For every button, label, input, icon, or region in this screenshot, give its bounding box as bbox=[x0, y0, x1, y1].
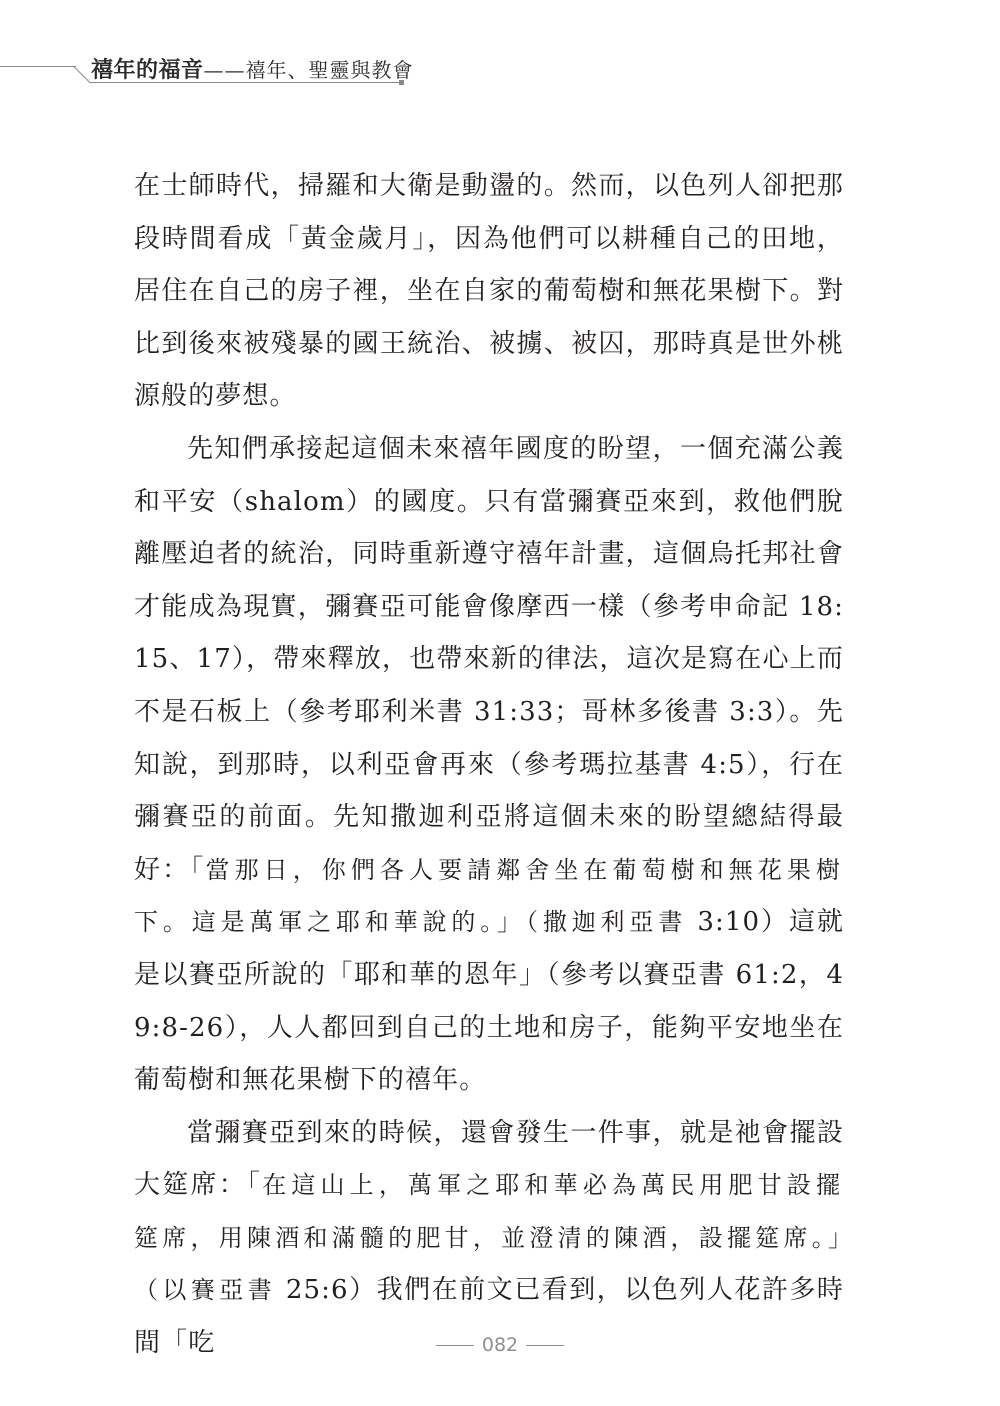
page-body bbox=[134, 160, 844, 1370]
paragraph-text: 3:10）這就是以賽亞所說的「耶和華的恩年」（參考以賽亞書 61:2，49:8-26），人人都回到自己的土地和房子，能夠平安地坐在葡萄樹和無花果樹下的禧年。 bbox=[134, 907, 845, 1096]
header-rule-diagonal bbox=[73, 66, 89, 82]
paragraph-3 bbox=[134, 1107, 844, 1370]
page-footer bbox=[0, 1334, 1000, 1356]
scripture-quote: 當那日，你們各人要請鄰舍坐在葡萄樹和無花果樹下。這是萬軍之耶和華說的。」（撒迦利亞書 bbox=[134, 855, 844, 937]
scripture-quote: 在這山上，萬軍之耶和華必為萬民用肥甘設擺筵席，用陳酒和滿髓的肥甘，並澄清的陳酒，設擺筵席。」（以賽亞書 bbox=[134, 1171, 844, 1305]
paragraph-text: 當彌賽亞到來的時候，還會發生一件事，就是祂會擺設大筵席：「 bbox=[134, 1117, 844, 1201]
header-rule-left bbox=[0, 66, 76, 67]
book-subtitle: 禧年、聖靈與教會 bbox=[245, 58, 414, 82]
paragraph-text: 25:6）我們在前文已看到，以色列人花許多時間「吃 bbox=[134, 1275, 844, 1359]
page-number: 082 bbox=[481, 1334, 519, 1356]
folio-dash-right bbox=[526, 1345, 564, 1346]
folio-dash-left bbox=[436, 1345, 474, 1346]
paragraph-1 bbox=[134, 160, 844, 423]
title-separator: —— bbox=[203, 58, 246, 82]
book-title: 禧年的福音 bbox=[91, 57, 204, 83]
paragraph-2 bbox=[134, 423, 844, 1107]
paragraph-text: 在士師時代，掃羅和大衛是動盪的。然而，以色列人卻把那段時間看成「黃金歲月」，因為他們可以耕種自己的田地，居住在自己的房子裡，坐在自家的葡萄樹和無花果樹下。對比到後來被殘暴的國王統治、被擄、被囚，那時真是世外桃源般的夢想。 bbox=[134, 171, 844, 412]
running-header bbox=[91, 53, 414, 84]
paragraph-text: 先知們承接起這個未來禧年國度的盼望，一個充滿公義和平安（shalom）的國度。只有當彌賽亞來到，救他們脫離壓迫者的統治，同時重新遵守禧年計畫，這個烏托邦社會才能成為現實，彌賽亞可能會像摩西一樣（參考申命記 18:15、17），帶來釋放，也帶來新的律法，這次是寫在心上而不是石板上（參考耶利米書 31:33；哥林多後書 3:3）。先知說，到那時，以利亞會再來（參考瑪拉基書 4:5），行在彌賽亞的前面。先知撒迦利亞將這個未來的盼望總結得最好：「 bbox=[134, 433, 844, 885]
